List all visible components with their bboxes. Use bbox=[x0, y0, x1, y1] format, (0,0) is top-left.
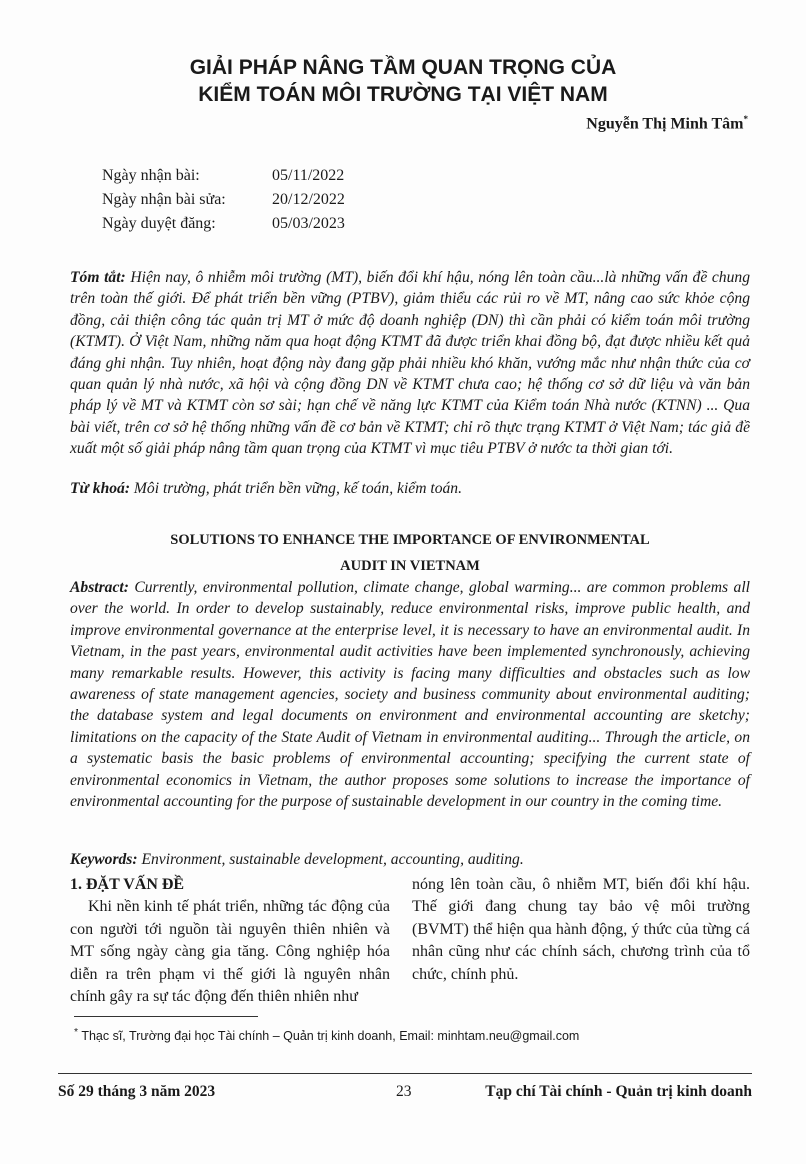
date-label: Ngày duyệt đăng: bbox=[102, 215, 216, 232]
title-line-1: GIẢI PHÁP NÂNG TẦM QUAN TRỌNG CỦA bbox=[189, 56, 617, 79]
left-column bbox=[70, 874, 390, 1008]
english-abstract bbox=[70, 577, 750, 812]
footnote-text: Thạc sĩ, Trường đại học Tài chính – Quản trị kinh doanh, Email: minhtam.neu@gmail.com bbox=[81, 1029, 580, 1044]
page-number: 23 bbox=[396, 1083, 412, 1100]
dates-table bbox=[102, 167, 345, 239]
body-paragraph: Khi nền kinh tế phát triển, những tác động của con người tới nguồn tài nguyên thiên nhiên và MT sống ngày càng gia tăng. Công nghiệp hóa diễn ra trên phạm vi thế giới là nguyên nhân chính gây ra sự tác động đến thiên nhiên như bbox=[70, 898, 390, 1006]
abstract-text: Currently, environmental pollution, climate change, global warming... are common problems all over the world. In order to develop sustainably, reduce environmental risks, improve public health, and improve environmental governance at the enterprise level, it is necessary to have an environmental audit. In Vietnam, in the past years, environmental audit activities have been implemented synchronously, achieving many remarkable results. However, this activity is facing many difficulties and obstacles such as low awareness of state management agencies, society and business community about environmental auditing; the database system and legal documents on environment and environmental accounting are sketchy; limitations on the capacity of the State Audit of Vietnam in environmental auditing... Through the article, on a systematic basis the basic problems of environmental accounting; specifying the current state of environmental economics in Vietnam, the author proposes some solutions to increase the importance of environmental accounting for the purpose of sustainable development in our country in the coming time. bbox=[70, 579, 750, 811]
date-row-received bbox=[102, 167, 345, 191]
keywords-text: Môi trường, phát triển bền vững, kế toán, kiểm toán. bbox=[130, 480, 462, 497]
abstract-text: Hiện nay, ô nhiễm môi trường (MT), biến đổi khí hậu, nóng lên toàn cầu...là những vấn đề chung trên toàn thế giới. Để phát triển bền vững (PTBV), giảm thiểu các rủi ro về MT, nâng cao sức khỏe cộng đồng, cải thiện công tác quản trị MT ở mức độ doanh nghiệp (DN) thì cần phải có kiểm toán môi trường (KTMT). Ở Việt Nam, những năm qua hoạt động KTMT đã được triển khai đồng bộ, đạt được nhiều kết quả đáng ghi nhận. Tuy nhiên, hoạt động này đang gặp phải nhiều khó khăn, vướng mắc như nhận thức của cơ quan quản lý nhà nước, xã hội và cộng đồng DN về KTMT chưa cao; hệ thống cơ sở dữ liệu và văn bản pháp lý về MT và KTMT còn sơ sài; hạn chế về năng lực KTMT của Kiểm toán Nhà nước (KTNN) ... Qua bài viết, trên cơ sở hệ thống những vấn đề cơ bản về KTMT; chỉ rõ thực trạng KTMT ở Việt Nam; tác giả đề xuất một số giải pháp nâng tầm quan trọng của KTMT vì mục tiêu PTBV ở nước ta thời gian tới. bbox=[70, 269, 750, 458]
vietnamese-keywords bbox=[70, 478, 750, 499]
date-value: 05/03/2023 bbox=[272, 215, 345, 232]
footer-divider bbox=[58, 1073, 752, 1074]
author-name: Nguyễn Thị Minh Tâm bbox=[586, 115, 744, 133]
author bbox=[586, 114, 748, 133]
date-label: Ngày nhận bài: bbox=[102, 167, 200, 184]
date-label: Ngày nhận bài sửa: bbox=[102, 191, 226, 208]
date-row-accepted bbox=[102, 215, 345, 239]
body-paragraph: nóng lên toàn cầu, ô nhiễm MT, biến đổi khí hậu. Thế giới đang chung tay bảo vệ môi trường (BVMT) thể hiện qua hành động, ý thức của từng cá nhân cũng như các chính sách, chương trình của tổ chức, chính phủ. bbox=[412, 876, 750, 983]
footnote bbox=[74, 1027, 579, 1043]
keywords-label: Keywords: bbox=[70, 851, 138, 868]
keywords-text: Environment, sustainable development, accounting, auditing. bbox=[137, 851, 524, 868]
footnote-divider bbox=[74, 1016, 258, 1017]
english-keywords bbox=[70, 849, 750, 870]
title-line-2: KIỂM TOÁN MÔI TRƯỜNG TẠI VIỆT NAM bbox=[198, 83, 608, 106]
footer-issue: Số 29 tháng 3 năm 2023 bbox=[58, 1083, 216, 1100]
keywords-label: Từ khoá: bbox=[70, 480, 131, 497]
date-value: 05/11/2022 bbox=[272, 167, 345, 184]
date-row-revised bbox=[102, 191, 345, 215]
vietnamese-abstract bbox=[70, 267, 750, 460]
date-value: 20/12/2022 bbox=[272, 191, 345, 208]
footnote-mark: * bbox=[74, 1027, 79, 1038]
author-footnote-mark: * bbox=[743, 114, 748, 124]
abstract-label: Tóm tắt: bbox=[70, 269, 126, 286]
right-column bbox=[412, 874, 750, 986]
section-heading: 1. ĐẶT VẤN ĐỀ bbox=[70, 876, 185, 893]
english-title-line-1: SOLUTIONS TO ENHANCE THE IMPORTANCE OF ENVIRONMENTAL bbox=[170, 532, 650, 548]
english-title-line-2: AUDIT IN VIETNAM bbox=[340, 558, 480, 574]
english-title bbox=[70, 527, 750, 579]
footer-journal: Tạp chí Tài chính - Quản trị kinh doanh bbox=[485, 1083, 752, 1100]
abstract-label: Abstract: bbox=[70, 579, 129, 596]
